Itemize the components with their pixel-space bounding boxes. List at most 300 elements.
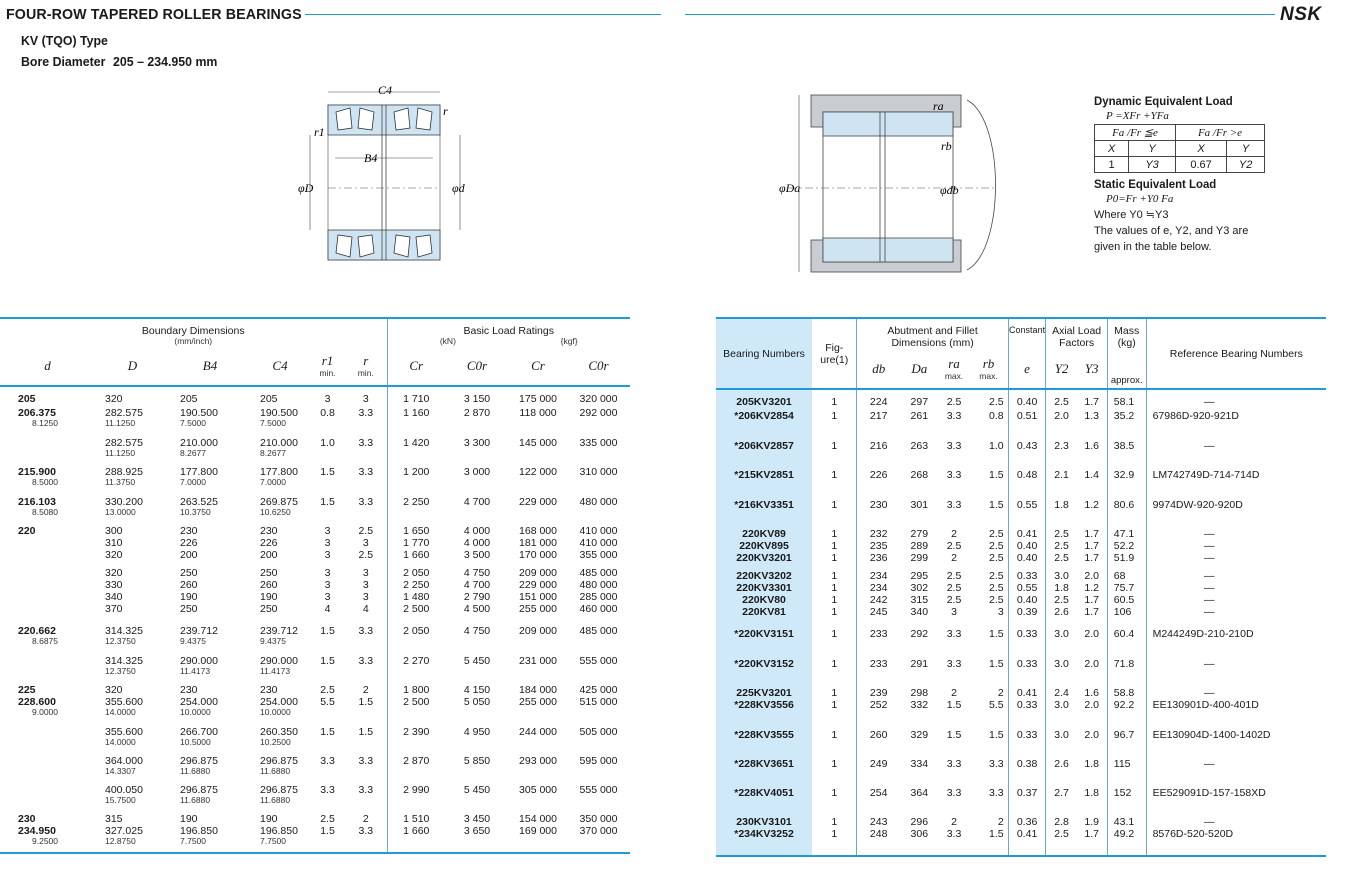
constant-e-value: 0.48 [1016, 469, 1038, 481]
axial-title-2: Factors [1059, 337, 1095, 349]
width-B4-inch: 11.6880 [180, 766, 211, 776]
outer-D [95, 435, 170, 464]
Cr-kgf-value: 231 000 [519, 655, 557, 667]
constant-e [1008, 656, 1046, 685]
r1-min-value: 1.5 [320, 496, 335, 508]
title-rule-left [305, 14, 661, 15]
figure [812, 626, 857, 656]
outer-D-value: 310 [105, 537, 123, 549]
bore-d-inch: 9.2500 [32, 836, 58, 846]
width-B4-inch: 10.5000 [180, 737, 211, 747]
table-row [716, 497, 1326, 526]
bearing-number-value: *228KV4051 [734, 787, 794, 799]
dim-B4-label: B4 [364, 151, 378, 165]
Cr-kgf-value: 168 000 [519, 525, 557, 537]
Cr-kgf-value: 118 000 [519, 407, 557, 419]
ra-max: max. [944, 371, 964, 381]
bearing-number [716, 685, 812, 727]
abut-db-value: 230 [869, 499, 888, 511]
C0r-kN [445, 753, 509, 782]
factor-Y2-value: 2.5 [1054, 540, 1069, 552]
Cr-kN-value: 1 800 [403, 684, 430, 696]
Cr-kgf [509, 386, 567, 405]
reference-number-value: — [1204, 440, 1215, 452]
abut-db [857, 438, 900, 467]
outer-D-value: 314.325 [105, 655, 143, 667]
mass-value [1107, 756, 1146, 785]
Cr-kgf [509, 494, 567, 523]
mass-value-value: 152 [1113, 787, 1132, 799]
outer-D-inch: 14.0000 [105, 707, 136, 717]
bearing-number-value: *228KV3556 [734, 699, 794, 711]
C0r-kN-value: 2 870 [463, 407, 491, 419]
bore-d-value: 220 [18, 525, 36, 537]
factor-Y2-value: 2.6 [1054, 758, 1069, 770]
constant-e-value: 0.39 [1016, 606, 1038, 618]
width-C4-value: 254.000 [260, 696, 298, 708]
width-C4-value: 200 [260, 549, 278, 561]
abut-Da [900, 785, 939, 814]
factor-Y3-value: 2.0 [1084, 699, 1099, 711]
C0r-kgf-value: 555 000 [579, 784, 618, 796]
r-min-value: 2 [362, 684, 369, 696]
constant-e-value: 0.40 [1016, 552, 1038, 564]
equivalent-load-panel [1094, 94, 1334, 255]
width-C4-value: 196.850 [260, 825, 298, 837]
factor-Y3-value: 2.0 [1084, 729, 1099, 741]
bore-label: Bore Diameter [21, 54, 106, 69]
width-B4 [170, 386, 250, 405]
outer-D [95, 682, 170, 724]
bore-d [0, 753, 95, 782]
Cr-kN-value: 2 870 [403, 755, 430, 767]
mass-value-value: 58.8 [1113, 687, 1135, 699]
bearing-number-value: 230KV3101 [736, 816, 792, 828]
bearing-type: KV (TQO) Type [21, 33, 108, 48]
mass-value-value: 49.2 [1113, 828, 1135, 840]
outer-D [95, 724, 170, 753]
abut-Da-value: 263 [910, 440, 929, 452]
r1-min-value: 1.5 [320, 825, 335, 837]
Cr-kN-value: 2 050 [403, 625, 430, 637]
mass-value [1107, 727, 1146, 756]
C0r-kN-value: 4 000 [463, 525, 491, 537]
C0r-kgf-value: 310 000 [579, 466, 618, 478]
width-C4 [250, 724, 310, 753]
abut-Da-value: 268 [910, 469, 929, 481]
bearing-number-value: *206KV2854 [734, 410, 794, 422]
outer-D-inch: 13.0000 [105, 507, 136, 517]
Cr-kN-value: 1 510 [403, 813, 430, 825]
abut-db [857, 467, 900, 497]
fillet-rb [969, 438, 1008, 467]
mass-value-value: 58.1 [1113, 396, 1135, 408]
factor-Y3-value: 1.7 [1084, 540, 1099, 552]
figure-value: 1 [831, 787, 838, 799]
r-min [345, 623, 387, 653]
width-C4 [250, 494, 310, 523]
r-min [345, 565, 387, 623]
factor-Y3-value: 1.9 [1084, 816, 1099, 828]
Cr-kgf-value: 244 000 [519, 726, 557, 738]
C0r-kN-value: 4 500 [463, 603, 491, 615]
bore-d-inch: 8.5000 [32, 477, 58, 487]
fillet-rb-value: 1.0 [989, 440, 1004, 452]
Cr-kN-value: 2 250 [403, 579, 430, 591]
r-min-value: 4 [362, 603, 369, 615]
width-C4-value: 269.875 [260, 496, 298, 508]
r-min [345, 753, 387, 782]
constant-e-value: 0.41 [1016, 687, 1038, 699]
abut-Da [900, 685, 939, 727]
width-B4-value: 296.875 [180, 755, 218, 767]
constant-e [1008, 756, 1046, 785]
constant-e [1008, 785, 1046, 814]
factor-Y2 [1046, 814, 1077, 856]
bearing-number [716, 568, 812, 626]
width-B4-value: 230 [180, 525, 198, 537]
width-C4 [250, 811, 310, 853]
abut-db [857, 685, 900, 727]
factor-Y2 [1046, 626, 1077, 656]
r-min [345, 494, 387, 523]
boundary-header [0, 318, 387, 346]
abut-Da-value: 279 [910, 528, 929, 540]
abut-Da-value: 332 [910, 699, 929, 711]
table-row [0, 435, 630, 464]
abut-db-value: 233 [869, 658, 888, 670]
fillet-ra [939, 656, 970, 685]
abut-db-value: 232 [869, 528, 888, 540]
col-Y3: Y3 [1084, 360, 1099, 376]
factor-Y2-value: 2.5 [1054, 552, 1069, 564]
bearing-number-value: 220KV81 [742, 606, 786, 618]
width-C4-inch: 11.4173 [260, 666, 291, 676]
col-D: D [127, 357, 138, 373]
bearing-number-value: 220KV895 [739, 540, 789, 552]
outer-D-inch: 12.3750 [105, 666, 136, 676]
abut-Da-value: 306 [910, 828, 929, 840]
abut-Da [900, 497, 939, 526]
r-min-value: 2.5 [358, 549, 374, 561]
width-B4-inch: 7.0000 [180, 477, 206, 487]
r-min-value: 3 [362, 537, 369, 549]
r1-min-value: 2.5 [320, 813, 335, 825]
fillet-ra-value: 1.5 [946, 699, 962, 711]
fillet-ra-value: 2 [951, 816, 957, 828]
Cr-kgf-value: 154 000 [519, 813, 557, 825]
table-row [0, 724, 630, 753]
dim-Da-label: φDa [779, 181, 801, 195]
fillet-rb-value: 2.5 [989, 528, 1004, 540]
Cr-kgf-value: 229 000 [519, 579, 557, 591]
figure-value: 1 [831, 758, 838, 770]
col-Cr-kgf: Cr [531, 357, 545, 373]
fillet-rb [969, 626, 1008, 656]
fillet-ra-value: 2 [951, 687, 957, 699]
C0r-kN-value: 5 450 [463, 655, 491, 667]
width-B4 [170, 753, 250, 782]
outer-D-value: 320 [105, 567, 123, 579]
fillet-rb-value: 3.3 [989, 787, 1004, 799]
mass-value-value: 38.5 [1113, 440, 1135, 452]
C0r-kN-value: 3 300 [463, 437, 491, 449]
r-min-value: 3.3 [358, 625, 374, 637]
Cr-kgf [509, 811, 567, 853]
col-d: d [44, 357, 51, 373]
r1-min-value: 1.5 [320, 655, 335, 667]
C0r-kN [445, 623, 509, 653]
width-C4-inch: 10.2500 [260, 737, 291, 747]
abut-db [857, 389, 900, 408]
fillet-rb-value: 2 [997, 687, 1004, 699]
r1-min [310, 523, 345, 565]
constant-e-value: 0.33 [1016, 570, 1038, 582]
reference-number-value: — [1204, 594, 1215, 606]
table-row [716, 785, 1326, 814]
abut-Da-value: 291 [910, 658, 929, 670]
factor-Y2-value: 2.5 [1054, 396, 1069, 408]
r-min [345, 811, 387, 853]
outer-D-inch: 11.1250 [105, 448, 136, 458]
abut-Da [900, 389, 939, 408]
mass-value-value: 43.1 [1113, 816, 1135, 828]
Cr-kN-value: 2 050 [403, 567, 430, 579]
C0r-kN-value: 3 000 [463, 466, 491, 478]
constant-e [1008, 568, 1046, 626]
Cr-kgf-value: 169 000 [519, 825, 557, 837]
figure-value: 1 [831, 396, 838, 408]
r-symbol: r [363, 353, 369, 368]
ratings-title: Basic Load Ratings [463, 325, 554, 337]
constant-e-value: 0.40 [1016, 540, 1038, 552]
mass-title: Mass [1114, 325, 1140, 337]
Cr-kgf-value: 181 000 [519, 537, 557, 549]
r1-min-value: 1.5 [320, 726, 335, 738]
abut-Da-value: 364 [910, 787, 929, 799]
fillet-rb-value: 3.3 [989, 758, 1004, 770]
Cr-kN [387, 565, 445, 623]
outer-D-value: 330.200 [105, 496, 143, 508]
width-B4-value: 226 [180, 537, 198, 549]
outer-D-value: 400.050 [105, 784, 143, 796]
Cr-kN-value: 1 480 [403, 591, 430, 603]
abut-db-value: 248 [869, 828, 888, 840]
width-B4-inch: 10.3750 [180, 507, 211, 517]
fillet-rb-value: 2.5 [989, 396, 1004, 408]
page-title: FOUR-ROW TAPERED ROLLER BEARINGS [6, 6, 302, 23]
width-C4-value: 210.000 [260, 437, 298, 449]
r1-min [310, 435, 345, 464]
r1-min-value: 3 [324, 549, 331, 561]
width-B4 [170, 523, 250, 565]
outer-D-value: 370 [105, 603, 123, 615]
Cr-kN [387, 494, 445, 523]
figure [812, 756, 857, 785]
bore-d-value: 225 [18, 684, 36, 696]
static-load-title: Static Equivalent Load [1094, 177, 1217, 191]
outer-D [95, 494, 170, 523]
figure-value: 1 [831, 816, 838, 828]
mounting-diagram [775, 90, 1005, 280]
r1-min-value: 0.8 [320, 407, 335, 419]
factor-Y2 [1046, 685, 1077, 727]
outer-D [95, 523, 170, 565]
r1-min-value: 3 [324, 567, 331, 579]
C0r-kgf [567, 565, 630, 623]
Cr-kgf [509, 753, 567, 782]
Cr-kgf-value: 229 000 [519, 496, 557, 508]
factor-Y2 [1046, 656, 1077, 685]
fillet-ra [939, 685, 970, 727]
abut-db-value: 224 [869, 396, 888, 408]
width-B4-value: 290.000 [180, 655, 218, 667]
factor-Y2-value: 1.8 [1054, 499, 1069, 511]
abut-Da [900, 408, 939, 438]
r1-min [310, 682, 345, 724]
dynamic-load-title: Dynamic Equivalent Load [1094, 94, 1233, 108]
bearing-number-value: *206KV2857 [734, 440, 794, 452]
mass-value-value: 92.2 [1113, 699, 1135, 711]
outer-D [95, 405, 170, 435]
Cr-kN [387, 464, 445, 494]
C0r-kgf-value: 425 000 [579, 684, 618, 696]
table-row [716, 438, 1326, 467]
bearing-number-value: *220KV3152 [734, 658, 794, 670]
r1-min [310, 386, 345, 405]
constant-e-value: 0.33 [1016, 699, 1038, 711]
col-reference: Reference Bearing Numbers [1146, 318, 1326, 389]
fillet-rb [969, 814, 1008, 856]
figure-value: 1 [831, 828, 838, 840]
figure [812, 438, 857, 467]
outer-D-value: 320 [105, 549, 123, 561]
factor-Y2-value: 2.7 [1054, 787, 1069, 799]
fillet-rb-value: 2 [997, 816, 1004, 828]
C0r-kN [445, 405, 509, 435]
abut-Da-value: 302 [910, 582, 929, 594]
Cr-kgf-value: 145 000 [519, 437, 557, 449]
abut-db [857, 408, 900, 438]
reference-number-value: 8576D-520-520D [1152, 828, 1234, 840]
factor-Y3-value: 1.6 [1084, 440, 1099, 452]
width-C4-value: 250 [260, 567, 278, 579]
kg-unit: (kg) [1117, 337, 1136, 349]
Cr-kN-value: 2 390 [403, 726, 430, 738]
r-min [345, 405, 387, 435]
factor-Y2-value: 2.5 [1054, 828, 1069, 840]
abut-Da [900, 526, 939, 568]
outer-D-value: 355.600 [105, 726, 143, 738]
C0r-kN-value: 5 850 [463, 755, 491, 767]
C0r-kN-value: 3 450 [463, 813, 491, 825]
width-B4-value: 250 [180, 567, 198, 579]
width-C4-value: 239.712 [260, 625, 298, 637]
fillet-rb [969, 568, 1008, 626]
r-min [345, 724, 387, 753]
factor-Y2 [1046, 497, 1077, 526]
width-B4-value: 205 [180, 393, 198, 405]
width-C4-inch: 11.6880 [260, 795, 291, 805]
C0r-kgf [567, 682, 630, 724]
col-mass-approx: approx. [1107, 349, 1146, 389]
figure [812, 568, 857, 626]
C0r-kN [445, 464, 509, 494]
reference-number [1146, 408, 1326, 438]
mass-value [1107, 389, 1146, 408]
outer-D-value: 355.600 [105, 696, 143, 708]
r1-min: min. [319, 368, 336, 378]
reference-number [1146, 526, 1326, 568]
axial-header [1046, 318, 1107, 349]
bore-d [0, 386, 95, 405]
r1-min [310, 405, 345, 435]
bore-d [0, 435, 95, 464]
reference-number [1146, 727, 1326, 756]
C0r-kgf [567, 464, 630, 494]
mass-value [1107, 568, 1146, 626]
abut-Da-value: 261 [910, 410, 929, 422]
abut-db-value: 234 [869, 570, 888, 582]
table-row [716, 727, 1326, 756]
bearing-number [716, 626, 812, 656]
fillet-rb-value: 1.5 [989, 628, 1004, 640]
fillet-rb-value: 1.5 [989, 469, 1004, 481]
kgf-unit: {kgf} [560, 336, 578, 346]
bearing-number-value: *228KV3651 [734, 758, 794, 770]
outer-D [95, 565, 170, 623]
abut-db-value: 236 [869, 552, 888, 564]
abut-db-value: 235 [869, 540, 888, 552]
reference-number-value: — [1204, 816, 1215, 828]
fillet-rb [969, 656, 1008, 685]
constant-e-value: 0.43 [1016, 440, 1038, 452]
table-row [0, 653, 630, 682]
abut-db [857, 785, 900, 814]
C0r-kgf [567, 435, 630, 464]
width-C4-value: 177.800 [260, 466, 298, 478]
abut-db [857, 756, 900, 785]
width-C4-value: 230 [260, 525, 278, 537]
width-C4-inch: 8.2677 [260, 448, 286, 458]
factor-Y3 [1077, 814, 1108, 856]
Cr-kgf [509, 653, 567, 682]
factor-Y3-value: 1.8 [1084, 758, 1099, 770]
width-C4 [250, 623, 310, 653]
r1-min [310, 494, 345, 523]
col-ra [939, 349, 970, 389]
figure-value: 1 [831, 699, 838, 711]
abut-Da [900, 814, 939, 856]
r-min [345, 464, 387, 494]
fillet-ra-value: 2.5 [946, 594, 962, 606]
r1-min-value: 3.3 [320, 755, 335, 767]
fillet-rb-value: 0.8 [989, 410, 1004, 422]
bearing-number [716, 467, 812, 497]
bearing-number-value: *216KV3351 [734, 499, 794, 511]
abut-Da [900, 438, 939, 467]
dim-rb-label: rb [941, 139, 952, 153]
mass-value-value: 80.6 [1113, 499, 1135, 511]
factor-Y3-value: 1.2 [1084, 582, 1099, 594]
fillet-ra [939, 568, 970, 626]
r-min-value: 3.3 [358, 825, 374, 837]
abut-Da [900, 568, 939, 626]
mass-value-value: 60.4 [1113, 628, 1135, 640]
mass-value-value: 115 [1113, 758, 1131, 770]
C0r-kN [445, 435, 509, 464]
reference-number-value: M244249D-210-210D [1152, 628, 1254, 640]
